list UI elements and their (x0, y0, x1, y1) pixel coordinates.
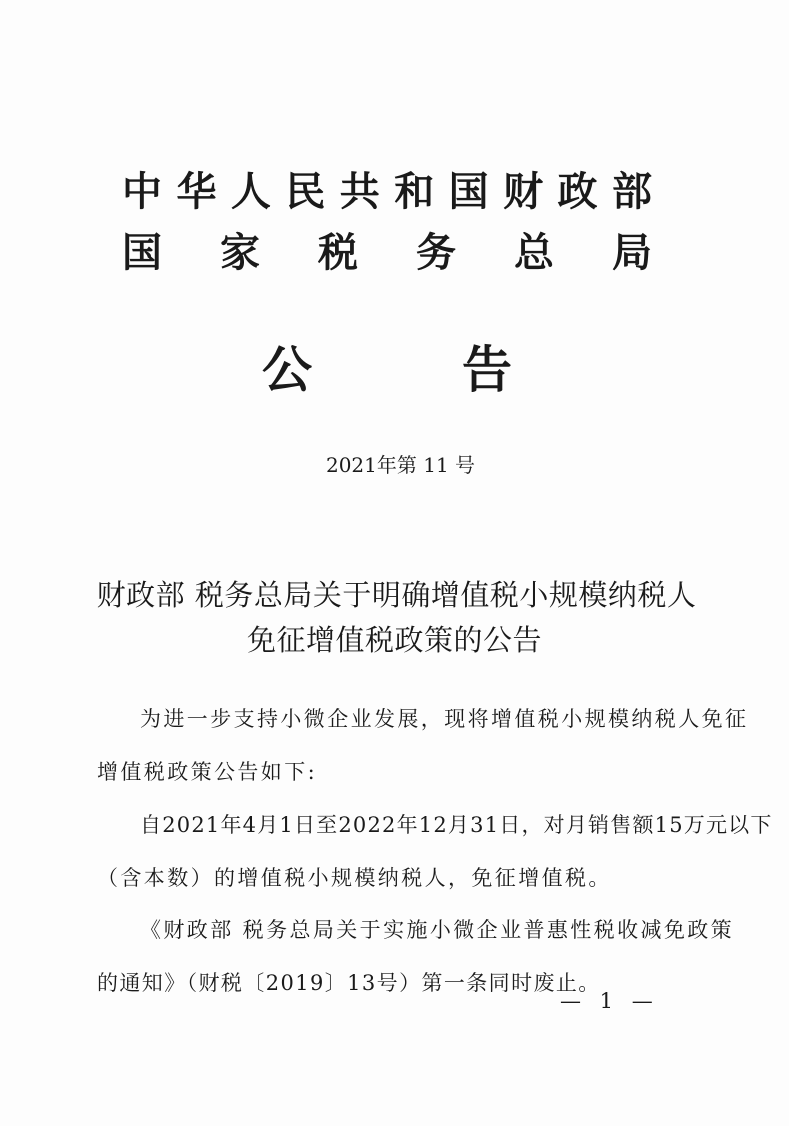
document-type-heading (262, 341, 512, 399)
issuer-state-taxation-administration (122, 229, 652, 277)
paragraph-2-line-1: 自2021年4月1日至2022年12月31日，对月销售额15万元以下 (140, 813, 773, 837)
issuer-char: 务 (416, 229, 456, 276)
issuer-char: 中 (122, 168, 162, 215)
paragraph-3-line-1: 《财政部 税务总局关于实施小微企业普惠性税收减免政策 (140, 918, 735, 942)
page-number: — 1 — (560, 989, 659, 1013)
document-number: 2021年第 11 号 (325, 453, 476, 477)
issuer-char: 民 (285, 168, 326, 215)
issuer-char: 共 (339, 168, 380, 215)
doc-type-char: 公 (262, 340, 312, 399)
issuer-char: 部 (611, 168, 652, 215)
title-line-2: 免征增值税政策的公告 (246, 623, 542, 657)
issuer-char: 国 (448, 168, 489, 215)
paragraph-1-line-2: 增值税政策公告如下: (97, 760, 318, 784)
issuer-char: 税 (318, 229, 358, 276)
issuer-ministry-of-finance (122, 168, 652, 216)
paragraph-3-line-2: 的通知》（财税〔2019〕13号）第一条同时废止。 (97, 971, 601, 995)
issuer-char: 国 (122, 229, 162, 276)
issuer-char: 财 (503, 168, 544, 215)
issuer-char: 总 (514, 229, 554, 276)
issuer-char: 华 (176, 168, 217, 215)
issuer-char: 局 (612, 229, 652, 276)
issuer-char: 和 (394, 168, 435, 215)
title-line-1: 财政部 税务总局关于明确增值税小规模纳税人 (96, 578, 697, 612)
issuer-char: 政 (557, 168, 598, 215)
issuer-char: 家 (220, 229, 260, 276)
paragraph-1-line-1: 为进一步支持小微企业发展，现将增值税小规模纳税人免征 (140, 707, 749, 731)
issuer-char: 人 (230, 168, 271, 215)
doc-type-char: 告 (462, 340, 512, 399)
paragraph-2-line-2: （含本数）的增值税小规模纳税人，免征增值税。 (97, 866, 612, 890)
